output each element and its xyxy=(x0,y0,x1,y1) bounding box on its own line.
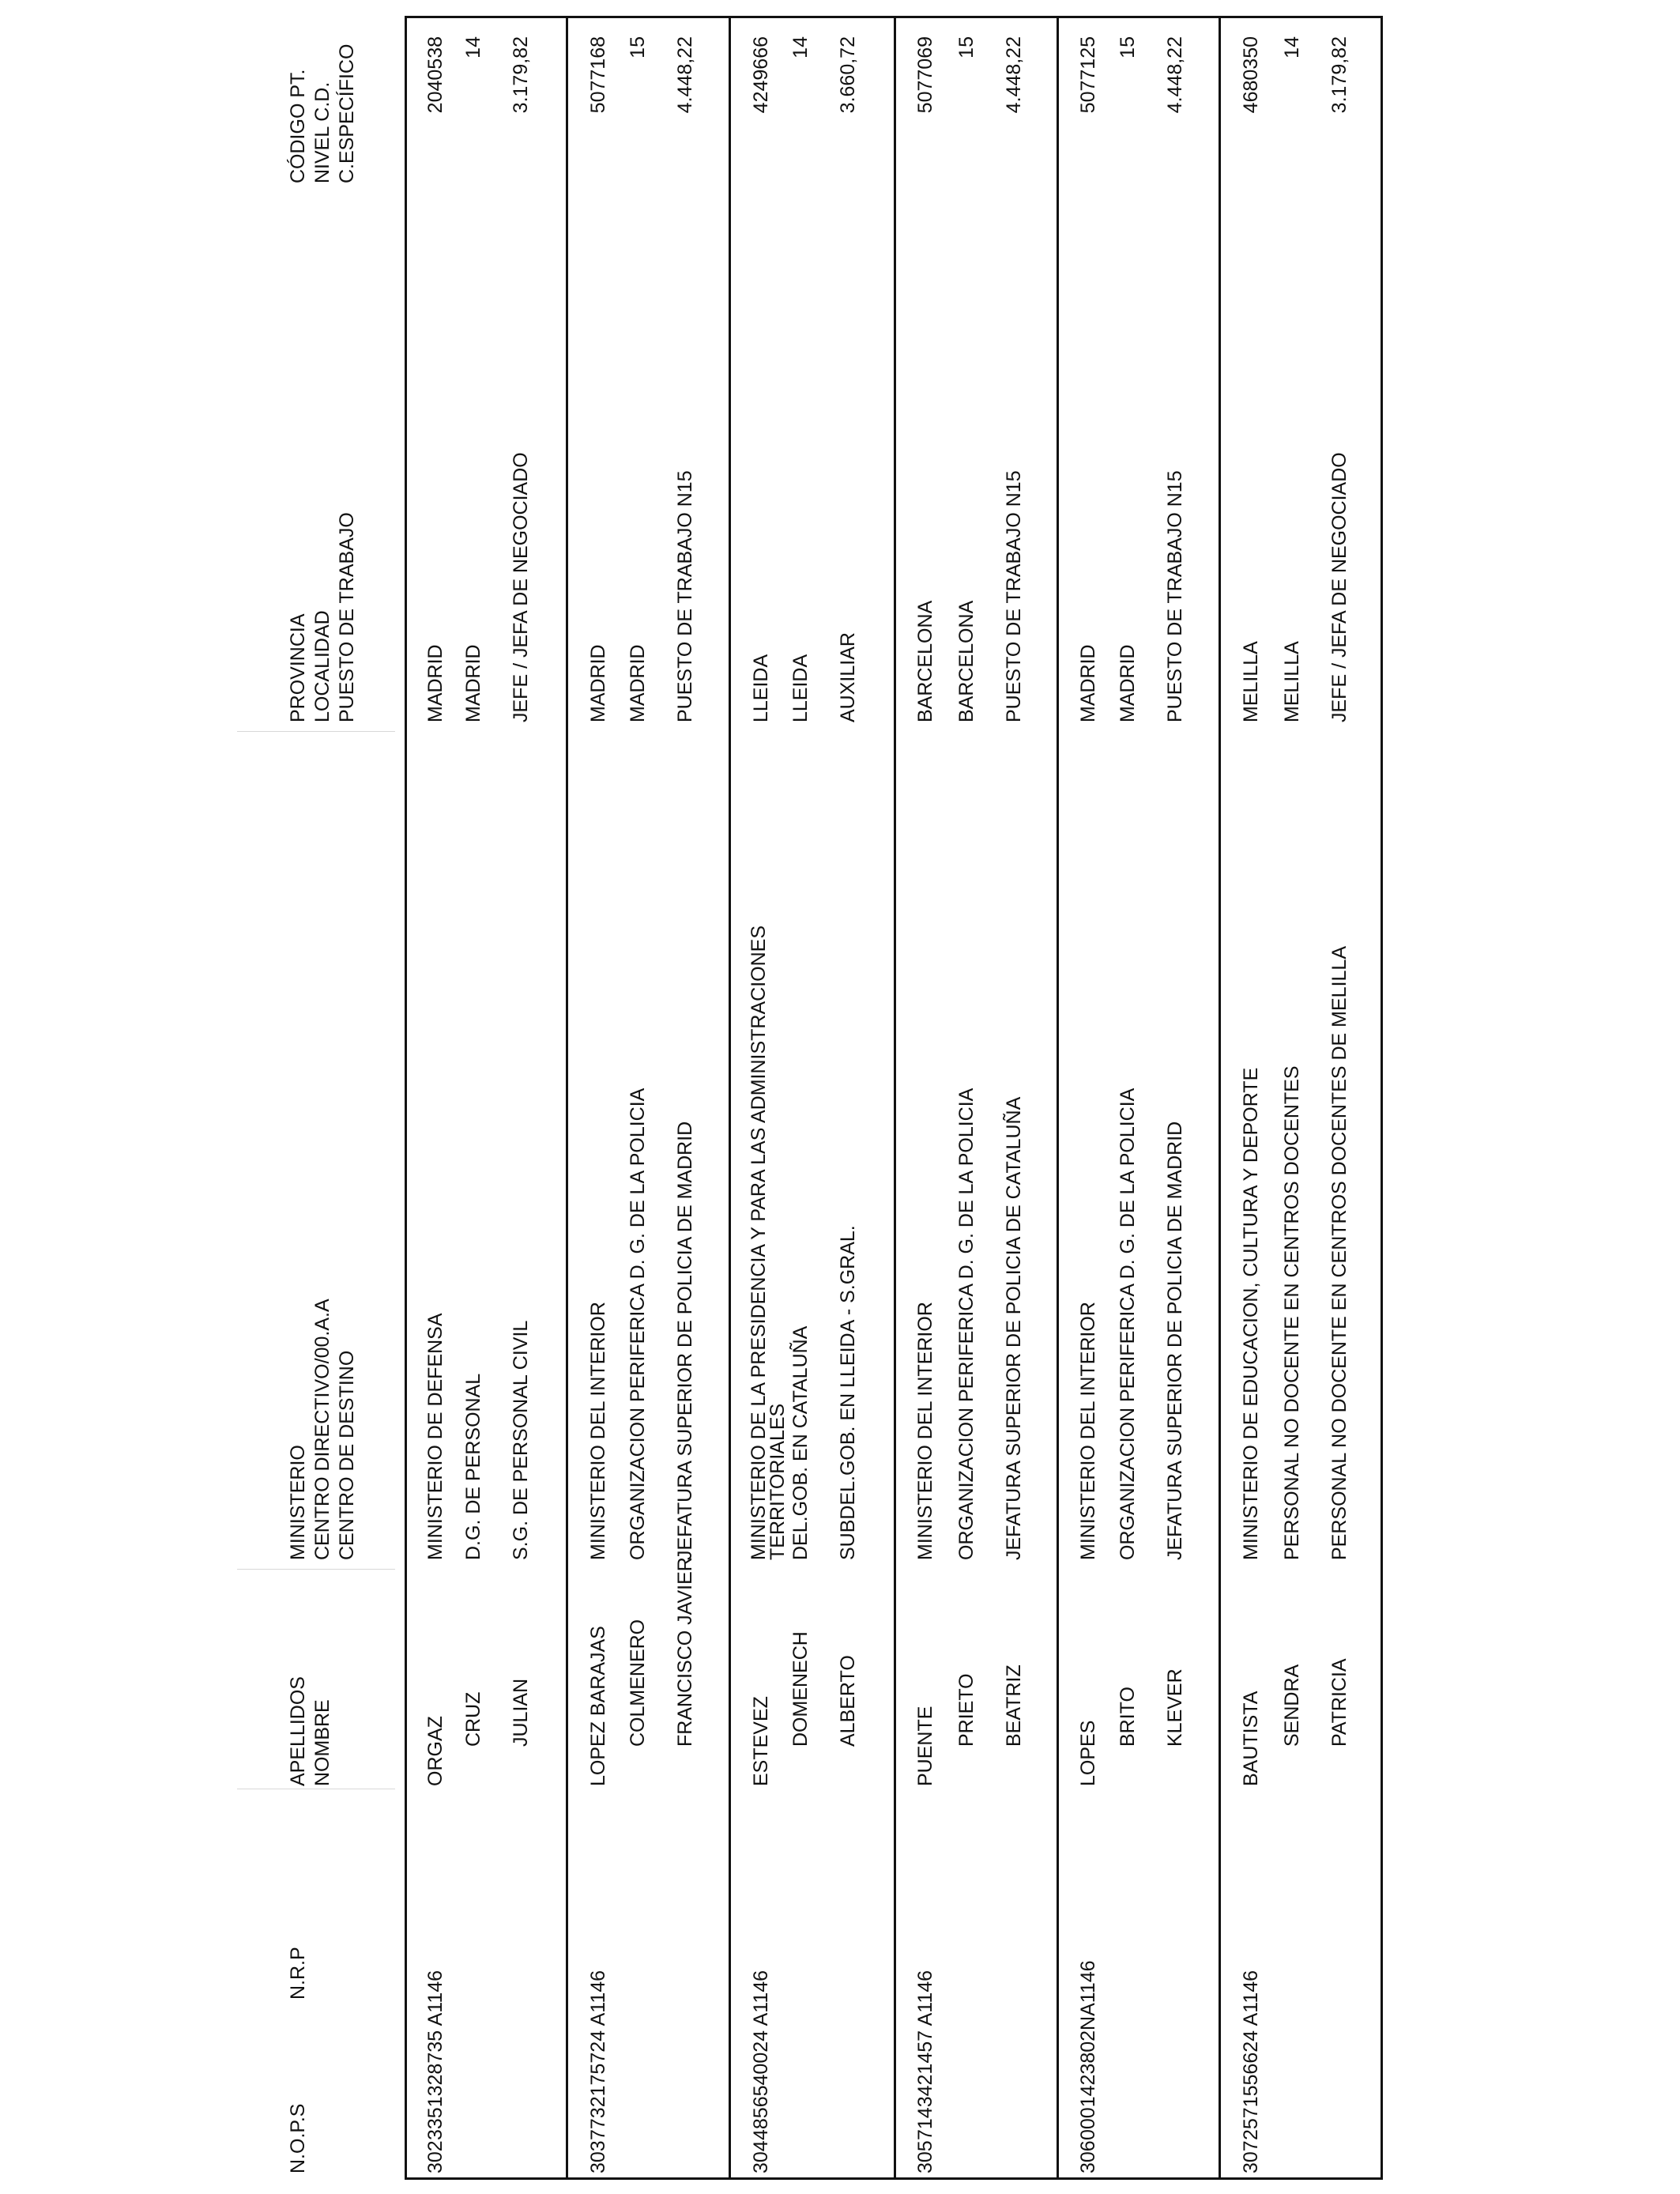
apellido-2: CRUZ xyxy=(462,1691,484,1747)
ministerio: MINISTERIO DE EDUCACION, CULTURA Y DEPORTE xyxy=(1240,1067,1262,1560)
apellido-2: COLMENERO xyxy=(627,1619,649,1747)
apellido-2: DOMENECH xyxy=(789,1631,812,1747)
nivel-cd: 14 xyxy=(1281,36,1303,58)
centro-destino: JEFATURA SUPERIOR DE POLICIA DE MADRID xyxy=(1164,1121,1186,1560)
codigo-pt: 5077069 xyxy=(914,36,936,114)
puesto-trabajo: JEFE / JEFA DE NEGOCIADO xyxy=(1328,452,1350,722)
nombre: BEATRIZ xyxy=(1003,1664,1025,1747)
column-guide xyxy=(237,1569,395,1570)
nivel-cd: 15 xyxy=(1117,36,1139,58)
codigo-pt: 5077168 xyxy=(587,36,609,114)
centro-destino: JEFATURA SUPERIOR DE POLICIA DE CATALUÑA xyxy=(1003,1096,1025,1560)
nivel-cd: 15 xyxy=(627,36,649,58)
nops-number: 303 xyxy=(587,2140,609,2173)
complemento-especifico: 4.448,22 xyxy=(674,36,696,114)
provincia: MADRID xyxy=(587,644,609,722)
apellido-1: PUENTE xyxy=(914,1706,936,1786)
apellido-1: LOPEZ BARAJAS xyxy=(587,1626,609,1786)
ministerio: MINISTERIO DE DEFENSA xyxy=(424,1313,446,1560)
ministerio: MINISTERIO DE LA PRESIDENCIA Y PARA LAS ADMINISTRACIONES TERRITORIALES xyxy=(748,925,789,1560)
header-nops: N.O.P.S xyxy=(287,2103,309,2173)
nops-number: 305 xyxy=(914,2140,936,2173)
ministerio: MINISTERIO DEL INTERIOR xyxy=(587,1302,609,1560)
row-divider xyxy=(1219,16,1221,2180)
provincia: MELILLA xyxy=(1240,641,1262,722)
provincia: BARCELONA xyxy=(914,600,936,722)
codigo-pt: 2040538 xyxy=(424,36,446,114)
localidad: MADRID xyxy=(462,644,484,722)
nrp-code: 0001423802NA1146 xyxy=(1077,1960,1099,2140)
header-apellidos-nombre: APELLIDOS NOMBRE xyxy=(287,1676,333,1786)
apellido-1: BAUTISTA xyxy=(1240,1691,1262,1786)
localidad: MADRID xyxy=(627,644,649,722)
header-ministerio-centro: MINISTERIO CENTRO DIRECTIVO/00.A.A CENTRO DE DESTINO xyxy=(287,1299,358,1560)
nivel-cd: 15 xyxy=(955,36,977,58)
row-divider xyxy=(566,16,568,2180)
header-nrp: N.R.P xyxy=(287,1947,309,2000)
puesto-trabajo: AUXILIAR xyxy=(837,632,859,722)
localidad: MELILLA xyxy=(1281,641,1303,722)
localidad: LLEIDA xyxy=(789,654,812,722)
provincia: MADRID xyxy=(1077,644,1099,722)
centro-destino: S.G. DE PERSONAL CIVIL xyxy=(510,1320,532,1560)
apellido-1: LOPES xyxy=(1077,1720,1099,1786)
centro-directivo: ORGANIZACION PERIFERICA D. G. DE LA POLICIA xyxy=(955,1088,977,1560)
codigo-pt: 4249666 xyxy=(750,36,772,114)
nivel-cd: 14 xyxy=(462,36,484,58)
nops-number: 307 xyxy=(1240,2140,1262,2173)
localidad: MADRID xyxy=(1117,644,1139,722)
nrp-code: 2571556624 A1146 xyxy=(1240,1970,1262,2140)
nops-number: 306 xyxy=(1077,2140,1099,2173)
nrp-code: 3351328735 A1146 xyxy=(424,1970,446,2140)
nops-number: 302 xyxy=(424,2140,446,2173)
complemento-especifico: 4.448,22 xyxy=(1003,36,1025,114)
provincia: MADRID xyxy=(424,644,446,722)
nombre: JULIAN xyxy=(510,1678,532,1747)
nrp-code: 7143421457 A1146 xyxy=(914,1970,936,2140)
header-provincia-puesto: PROVINCIA LOCALIDAD PUESTO DE TRABAJO xyxy=(287,512,358,722)
centro-directivo: ORGANIZACION PERIFERICA D. G. DE LA POLICIA xyxy=(1117,1088,1139,1560)
apellido-2: SENDRA xyxy=(1281,1664,1303,1747)
nops-number: 304 xyxy=(750,2140,772,2173)
nrp-code: 7732175724 A1146 xyxy=(587,1970,609,2140)
complemento-especifico: 3.179,82 xyxy=(510,36,532,114)
centro-destino: SUBDEL.GOB. EN LLEIDA - S.GRAL. xyxy=(837,1225,859,1560)
centro-directivo: PERSONAL NO DOCENTE EN CENTROS DOCENTES xyxy=(1281,1065,1303,1560)
apellido-1: ORGAZ xyxy=(424,1716,446,1786)
nivel-cd: 14 xyxy=(789,36,812,58)
row-divider xyxy=(729,16,731,2180)
row-divider xyxy=(1057,16,1059,2180)
nrp-code: 4856540024 A1146 xyxy=(750,1970,772,2140)
centro-destino: JEFATURA SUPERIOR DE POLICIA DE MADRID xyxy=(674,1121,696,1560)
nombre: KLEVER xyxy=(1164,1668,1186,1747)
provincia: LLEIDA xyxy=(750,654,772,722)
complemento-especifico: 3.179,82 xyxy=(1328,36,1350,114)
puesto-trabajo: PUESTO DE TRABAJO N15 xyxy=(674,470,696,722)
apellido-2: PRIETO xyxy=(955,1673,977,1747)
row-divider xyxy=(894,16,896,2180)
nombre: PATRICIA xyxy=(1328,1658,1350,1747)
complemento-especifico: 3.660,72 xyxy=(837,36,859,114)
complemento-especifico: 4.448,22 xyxy=(1164,36,1186,114)
centro-directivo: DEL.GOB. EN CATALUÑA xyxy=(789,1325,812,1560)
column-guide xyxy=(237,731,395,732)
centro-directivo: ORGANIZACION PERIFERICA D. G. DE LA POLICIA xyxy=(627,1088,649,1560)
codigo-pt: 5077125 xyxy=(1077,36,1099,114)
ministerio: MINISTERIO DEL INTERIOR xyxy=(1077,1302,1099,1560)
nombre: ALBERTO xyxy=(837,1655,859,1747)
ministerio: MINISTERIO DEL INTERIOR xyxy=(914,1302,936,1560)
centro-destino: PERSONAL NO DOCENTE EN CENTROS DOCENTES DE MELILLA xyxy=(1328,945,1350,1560)
localidad: BARCELONA xyxy=(955,600,977,722)
centro-directivo: D.G. DE PERSONAL xyxy=(462,1373,484,1560)
codigo-pt: 4680350 xyxy=(1240,36,1262,114)
apellido-1: ESTEVEZ xyxy=(750,1696,772,1786)
header-codigo-nivel-especifico: CÓDIGO PT. NIVEL C.D. C.ESPECÍFICO xyxy=(287,43,358,183)
apellido-2: BRITO xyxy=(1117,1687,1139,1747)
puesto-trabajo: JEFE / JEFA DE NEGOCIADO xyxy=(510,452,532,722)
puesto-trabajo: PUESTO DE TRABAJO N15 xyxy=(1003,470,1025,722)
nombre: FRANCISCO JAVIER xyxy=(674,1557,696,1747)
puesto-trabajo: PUESTO DE TRABAJO N15 xyxy=(1164,470,1186,722)
